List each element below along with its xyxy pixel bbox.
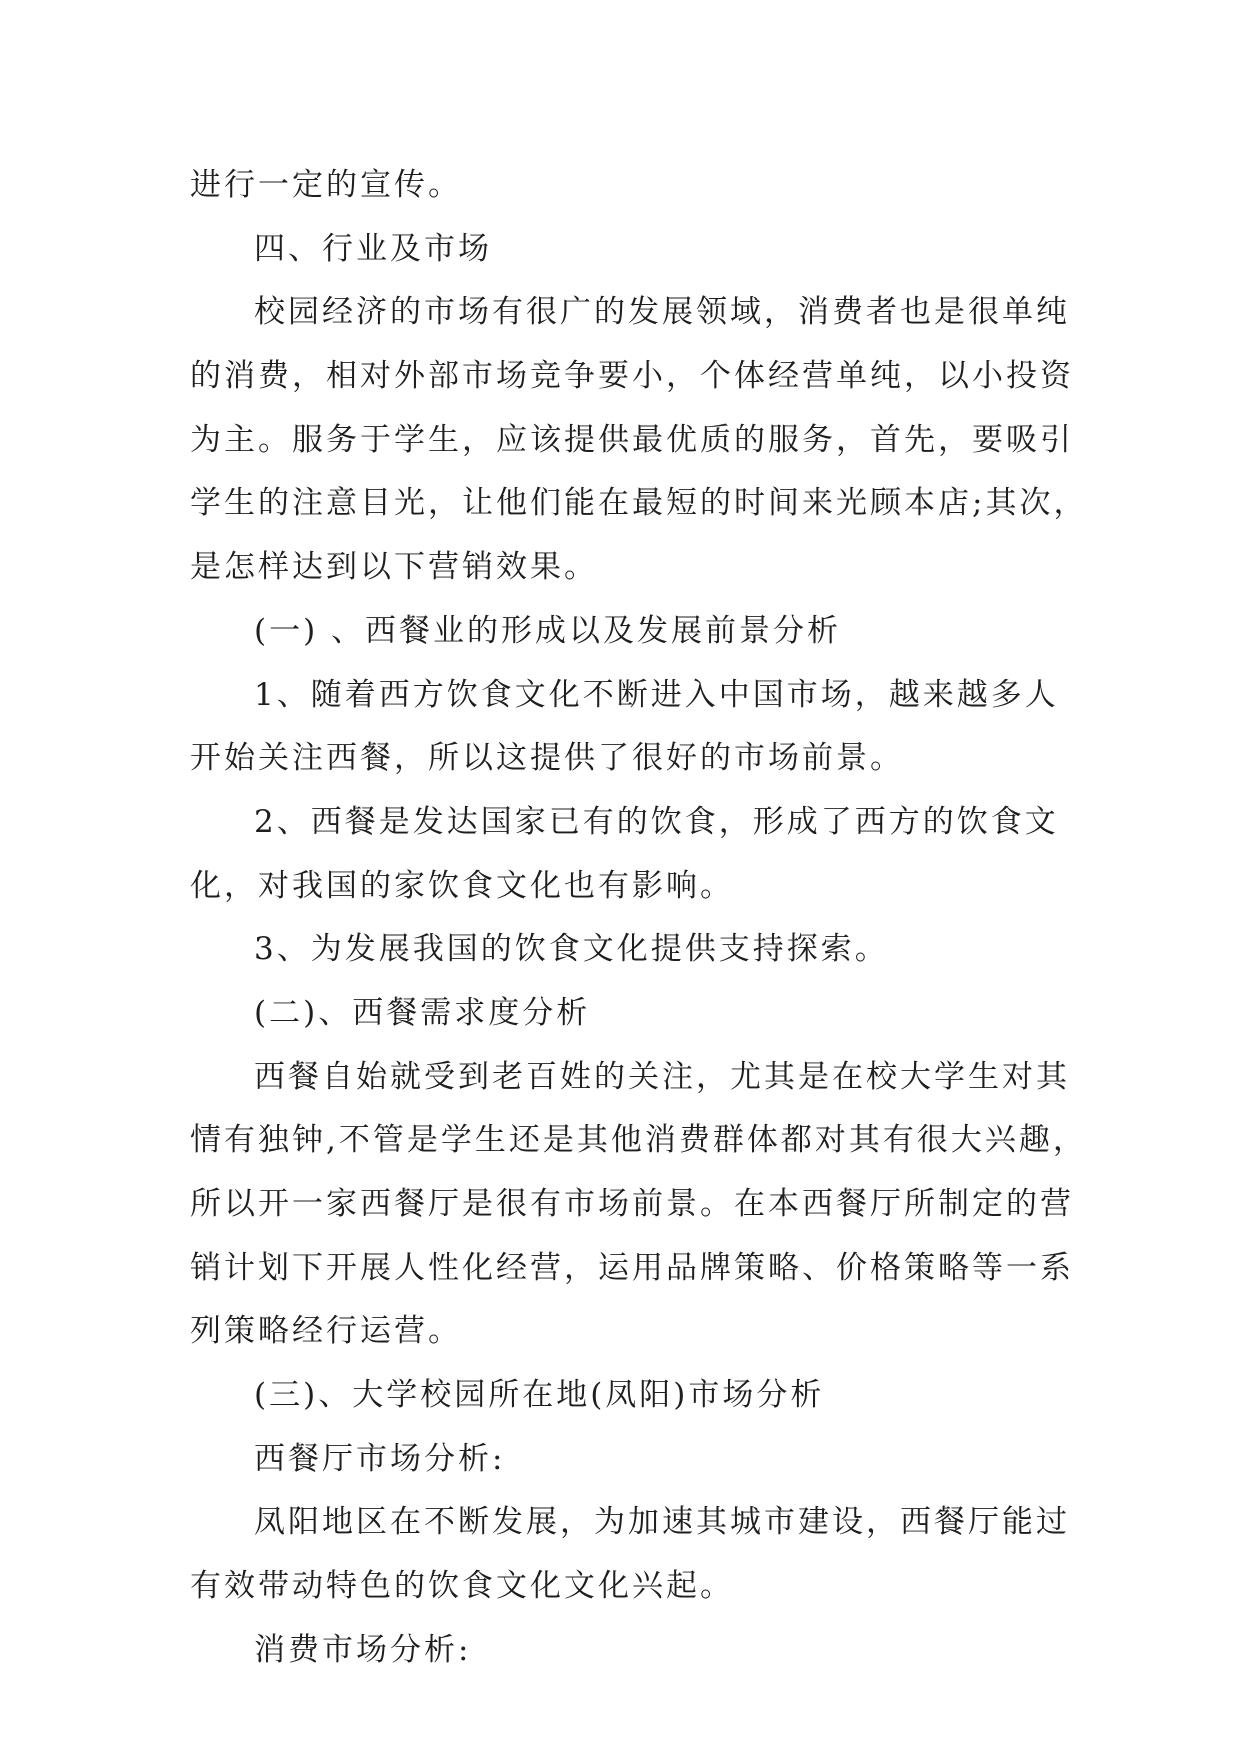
text-line: 西餐自始就受到老百姓的关注，尤其是在校大学生对其: [254, 1058, 1070, 1095]
text-line: 情有独钟,不管是学生还是其他消费群体都对其有很大兴趣，: [190, 1122, 1087, 1159]
text-line: 的消费，相对外部市场竞争要小，个体经营单纯，以小投资: [190, 358, 1074, 395]
text-line: 是怎样达到以下营销效果。: [190, 549, 598, 586]
text-line: 消费市场分析:: [254, 1631, 472, 1668]
text-line: 1、随着西方饮食文化不断进入中国市场，越来越多人: [254, 676, 1059, 713]
text-line: 凤阳地区在不断发展，为加速其城市建设，西餐厅能过: [254, 1504, 1070, 1541]
text-line: 进行一定的宣传。: [190, 167, 462, 203]
subsection-heading: (一) 、西餐业的形成以及发展前景分析: [254, 612, 842, 649]
text-line: 有效带动特色的饮食文化文化兴起。: [190, 1568, 734, 1605]
subsection-heading: (三)、大学校园所在地(凤阳)市场分析: [254, 1377, 825, 1414]
text-line: 2、西餐是发达国家已有的饮食，形成了西方的饮食文: [254, 803, 1059, 840]
text-line: 开始关注西餐，所以这提供了很好的市场前景。: [190, 740, 904, 777]
text-line: 销计划下开展人性化经营，运用品牌策略、价格策略等一系: [190, 1249, 1074, 1286]
text-line: 西餐厅市场分析:: [254, 1440, 506, 1477]
document-body: [190, 154, 1088, 1683]
text-line: 3、为发展我国的饮食文化提供支持探索。: [254, 931, 889, 968]
subsection-heading: (二)、西餐需求度分析: [254, 994, 591, 1031]
text-line: 化，对我国的家饮食文化也有影响。: [190, 867, 734, 904]
text-line: 列策略经行运营。: [190, 1313, 462, 1350]
text-line: 校园经济的市场有很广的发展领域，消费者也是很单纯: [254, 294, 1070, 331]
text-line: 所以开一家西餐厅是很有市场前景。在本西餐厅所制定的营: [190, 1186, 1074, 1222]
text-line: 学生的注意目光，让他们能在最短的时间来光顾本店;其次，: [190, 485, 1088, 522]
text-line: 为主。服务于学生，应该提供最优质的服务，首先，要吸引: [190, 421, 1074, 458]
section-heading: 四、行业及市场: [254, 230, 492, 267]
